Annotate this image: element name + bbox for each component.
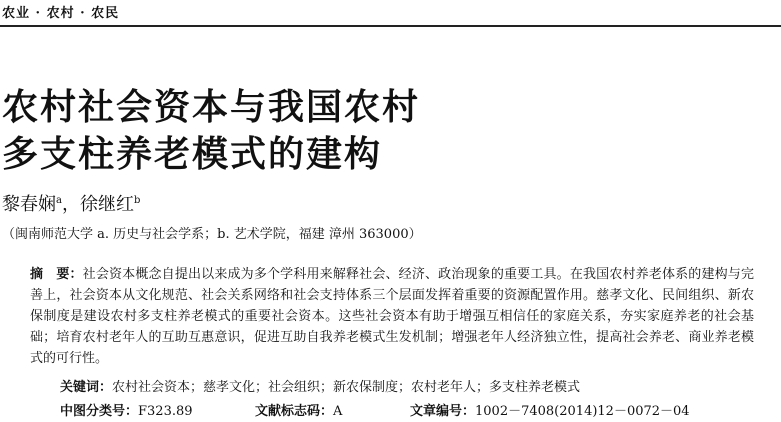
author-affil-mark: b (133, 195, 141, 206)
abstract-label: 摘 要： (30, 267, 83, 282)
article-number (410, 400, 690, 419)
article-title (2, 84, 420, 178)
page-header (0, 0, 781, 24)
author-separator: ， (61, 194, 80, 215)
keywords-text: 农村社会资本；慈孝文化；社会组织；新农保制度；农村老年人；多支柱养老模式 (112, 380, 581, 395)
affiliation: （闽南师范大学 a. 历史与社会学系；b. 艺术学院，福建 漳州 363000） (2, 227, 422, 242)
doc-code-label: 文献标志码： (255, 404, 334, 419)
clc-number (60, 400, 193, 419)
clc-label: 中图分类号： (60, 404, 139, 419)
author-name: 徐继红 (79, 194, 134, 215)
keywords-label: 关键词： (60, 380, 113, 395)
article-number-label: 文章编号： (410, 404, 476, 419)
author-affil-mark: a (56, 195, 62, 206)
doc-code-value: A (333, 404, 343, 419)
abstract (30, 264, 754, 369)
keywords (60, 376, 580, 395)
section-label: 农业 · 农村 · 农民 (2, 6, 120, 21)
document-code (255, 400, 342, 419)
title-line-1: 农村社会资本与我国农村 (2, 87, 421, 128)
author-list (2, 190, 140, 216)
article-number-value: 1002－7408(2014)12－0072－04 (475, 404, 690, 419)
header-rule (0, 25, 781, 27)
abstract-text: 社会资本概念自提出以来成为多个学科用来解释社会、经济、政治现象的重要工具。在我国农村养老体系的建构与完善上，社会资本从文化规范、社会关系网络和社会支持体系三个层面发挥着重要的资源配置作用。慈孝文化、民间组织、新农保制度是建设农村多支柱养老模式的重要社会资本。这些社会资本有助于增强互相信任的家庭关系，夯实家庭养老的社会基础；培育农村老年人的互助互惠意识，促进互助自我养老模式生发机制；增强老年人经济独立性，提高社会养老、商业养老模式的可行性。 (30, 267, 754, 366)
author-name: 黎春娴 (2, 194, 56, 215)
clc-value: F323.89 (138, 404, 193, 419)
title-line-2: 多支柱养老模式的建构 (2, 134, 383, 175)
